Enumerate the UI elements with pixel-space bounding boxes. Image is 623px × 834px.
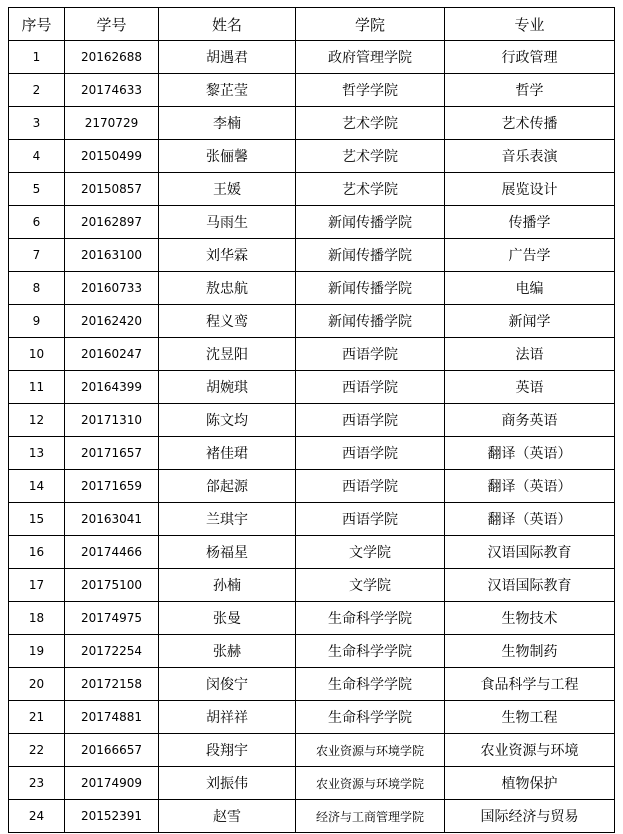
- table-row: [9, 140, 615, 173]
- cell-major: 国际经济与贸易: [445, 800, 615, 833]
- table-row: [9, 668, 615, 701]
- cell-name: 胡祥祥: [159, 701, 296, 734]
- cell-major: 音乐表演: [445, 140, 615, 173]
- table-row: [9, 503, 615, 536]
- cell-name: 胡遇君: [159, 41, 296, 74]
- table-row: [9, 74, 615, 107]
- cell-student-id: 20163100: [65, 239, 159, 272]
- header-name: 姓名: [159, 8, 296, 41]
- table-body: [9, 41, 615, 833]
- header-college: 学院: [296, 8, 445, 41]
- cell-student-id: 20166657: [65, 734, 159, 767]
- cell-major: 传播学: [445, 206, 615, 239]
- cell-student-id: 20172254: [65, 635, 159, 668]
- cell-major: 行政管理: [445, 41, 615, 74]
- table-row: [9, 41, 615, 74]
- cell-name: 王媛: [159, 173, 296, 206]
- cell-college: 西语学院: [296, 503, 445, 536]
- cell-student-id: 20164399: [65, 371, 159, 404]
- cell-seq: 6: [9, 206, 65, 239]
- cell-major: 翻译（英语）: [445, 470, 615, 503]
- cell-college: 经济与工商管理学院: [296, 800, 445, 833]
- cell-student-id: 20171657: [65, 437, 159, 470]
- cell-major: 法语: [445, 338, 615, 371]
- cell-major: 新闻学: [445, 305, 615, 338]
- cell-college: 西语学院: [296, 371, 445, 404]
- cell-student-id: 20172158: [65, 668, 159, 701]
- cell-name: 刘华霖: [159, 239, 296, 272]
- cell-name: 孙楠: [159, 569, 296, 602]
- cell-student-id: 20152391: [65, 800, 159, 833]
- cell-college: 艺术学院: [296, 140, 445, 173]
- cell-major: 食品科学与工程: [445, 668, 615, 701]
- cell-college: 生命科学学院: [296, 701, 445, 734]
- cell-major: 哲学: [445, 74, 615, 107]
- cell-major: 电编: [445, 272, 615, 305]
- cell-name: 赵雪: [159, 800, 296, 833]
- cell-major: 翻译（英语）: [445, 503, 615, 536]
- cell-seq: 3: [9, 107, 65, 140]
- cell-major: 展览设计: [445, 173, 615, 206]
- cell-seq: 18: [9, 602, 65, 635]
- cell-student-id: 20163041: [65, 503, 159, 536]
- cell-college: 艺术学院: [296, 173, 445, 206]
- student-list: [8, 7, 614, 833]
- table-row: [9, 272, 615, 305]
- cell-name: 闵俊宁: [159, 668, 296, 701]
- cell-college: 文学院: [296, 569, 445, 602]
- cell-name: 黎芷莹: [159, 74, 296, 107]
- cell-college: 新闻传播学院: [296, 305, 445, 338]
- table-row: [9, 701, 615, 734]
- cell-student-id: 20174909: [65, 767, 159, 800]
- table-row: [9, 305, 615, 338]
- cell-student-id: 20174975: [65, 602, 159, 635]
- cell-seq: 17: [9, 569, 65, 602]
- table-header-row: [9, 8, 615, 41]
- table-row: [9, 206, 615, 239]
- cell-major: 翻译（英语）: [445, 437, 615, 470]
- cell-college: 农业资源与环境学院: [296, 767, 445, 800]
- cell-seq: 15: [9, 503, 65, 536]
- cell-college: 西语学院: [296, 404, 445, 437]
- cell-seq: 9: [9, 305, 65, 338]
- table-row: [9, 404, 615, 437]
- cell-student-id: 20171310: [65, 404, 159, 437]
- table-row: [9, 107, 615, 140]
- cell-name: 敖忠航: [159, 272, 296, 305]
- cell-major: 生物制药: [445, 635, 615, 668]
- cell-seq: 20: [9, 668, 65, 701]
- table-row: [9, 800, 615, 833]
- cell-name: 沈昱阳: [159, 338, 296, 371]
- cell-name: 郃起源: [159, 470, 296, 503]
- cell-seq: 10: [9, 338, 65, 371]
- cell-major: 植物保护: [445, 767, 615, 800]
- table-row: [9, 734, 615, 767]
- header-student-id: 学号: [65, 8, 159, 41]
- cell-college: 西语学院: [296, 470, 445, 503]
- cell-name: 马雨生: [159, 206, 296, 239]
- cell-name: 褚佳珺: [159, 437, 296, 470]
- cell-student-id: 20150857: [65, 173, 159, 206]
- cell-college: 新闻传播学院: [296, 239, 445, 272]
- cell-student-id: 20162688: [65, 41, 159, 74]
- student-table: [8, 7, 615, 833]
- cell-student-id: 20160733: [65, 272, 159, 305]
- cell-student-id: 20175100: [65, 569, 159, 602]
- cell-college: 西语学院: [296, 437, 445, 470]
- cell-seq: 7: [9, 239, 65, 272]
- cell-name: 张赫: [159, 635, 296, 668]
- cell-college: 生命科学学院: [296, 602, 445, 635]
- cell-seq: 23: [9, 767, 65, 800]
- cell-student-id: 20150499: [65, 140, 159, 173]
- cell-college: 生命科学学院: [296, 668, 445, 701]
- cell-name: 杨福星: [159, 536, 296, 569]
- cell-seq: 11: [9, 371, 65, 404]
- table-row: [9, 371, 615, 404]
- cell-seq: 21: [9, 701, 65, 734]
- cell-student-id: 20174881: [65, 701, 159, 734]
- cell-college: 文学院: [296, 536, 445, 569]
- header-major: 专业: [445, 8, 615, 41]
- cell-seq: 8: [9, 272, 65, 305]
- table-row: [9, 470, 615, 503]
- cell-student-id: 20171659: [65, 470, 159, 503]
- cell-student-id: 20174466: [65, 536, 159, 569]
- cell-major: 广告学: [445, 239, 615, 272]
- cell-college: 政府管理学院: [296, 41, 445, 74]
- cell-college: 新闻传播学院: [296, 272, 445, 305]
- cell-major: 商务英语: [445, 404, 615, 437]
- cell-seq: 13: [9, 437, 65, 470]
- cell-name: 程义鸾: [159, 305, 296, 338]
- cell-name: 张俪馨: [159, 140, 296, 173]
- cell-name: 陈文均: [159, 404, 296, 437]
- cell-seq: 16: [9, 536, 65, 569]
- table-row: [9, 602, 615, 635]
- cell-seq: 1: [9, 41, 65, 74]
- cell-name: 兰琪宇: [159, 503, 296, 536]
- cell-major: 艺术传播: [445, 107, 615, 140]
- cell-student-id: 20160247: [65, 338, 159, 371]
- cell-major: 生物技术: [445, 602, 615, 635]
- table-row: [9, 536, 615, 569]
- cell-major: 农业资源与环境: [445, 734, 615, 767]
- cell-major: 英语: [445, 371, 615, 404]
- cell-name: 张曼: [159, 602, 296, 635]
- cell-college: 农业资源与环境学院: [296, 734, 445, 767]
- table-row: [9, 569, 615, 602]
- cell-seq: 24: [9, 800, 65, 833]
- cell-major: 生物工程: [445, 701, 615, 734]
- cell-college: 生命科学学院: [296, 635, 445, 668]
- cell-college: 西语学院: [296, 338, 445, 371]
- table-row: [9, 239, 615, 272]
- cell-name: 李楠: [159, 107, 296, 140]
- cell-major: 汉语国际教育: [445, 569, 615, 602]
- cell-seq: 22: [9, 734, 65, 767]
- cell-student-id: 20174633: [65, 74, 159, 107]
- cell-seq: 5: [9, 173, 65, 206]
- cell-student-id: 20162897: [65, 206, 159, 239]
- cell-name: 胡婉琪: [159, 371, 296, 404]
- cell-college: 新闻传播学院: [296, 206, 445, 239]
- table-row: [9, 338, 615, 371]
- cell-student-id: 20162420: [65, 305, 159, 338]
- table-row: [9, 173, 615, 206]
- cell-major: 汉语国际教育: [445, 536, 615, 569]
- cell-seq: 4: [9, 140, 65, 173]
- cell-name: 刘振伟: [159, 767, 296, 800]
- cell-college: 艺术学院: [296, 107, 445, 140]
- cell-seq: 2: [9, 74, 65, 107]
- header-seq: 序号: [9, 8, 65, 41]
- cell-seq: 12: [9, 404, 65, 437]
- table-row: [9, 767, 615, 800]
- cell-student-id: 2170729: [65, 107, 159, 140]
- cell-seq: 14: [9, 470, 65, 503]
- cell-seq: 19: [9, 635, 65, 668]
- cell-name: 段翔宇: [159, 734, 296, 767]
- table-row: [9, 437, 615, 470]
- table-row: [9, 635, 615, 668]
- cell-college: 哲学学院: [296, 74, 445, 107]
